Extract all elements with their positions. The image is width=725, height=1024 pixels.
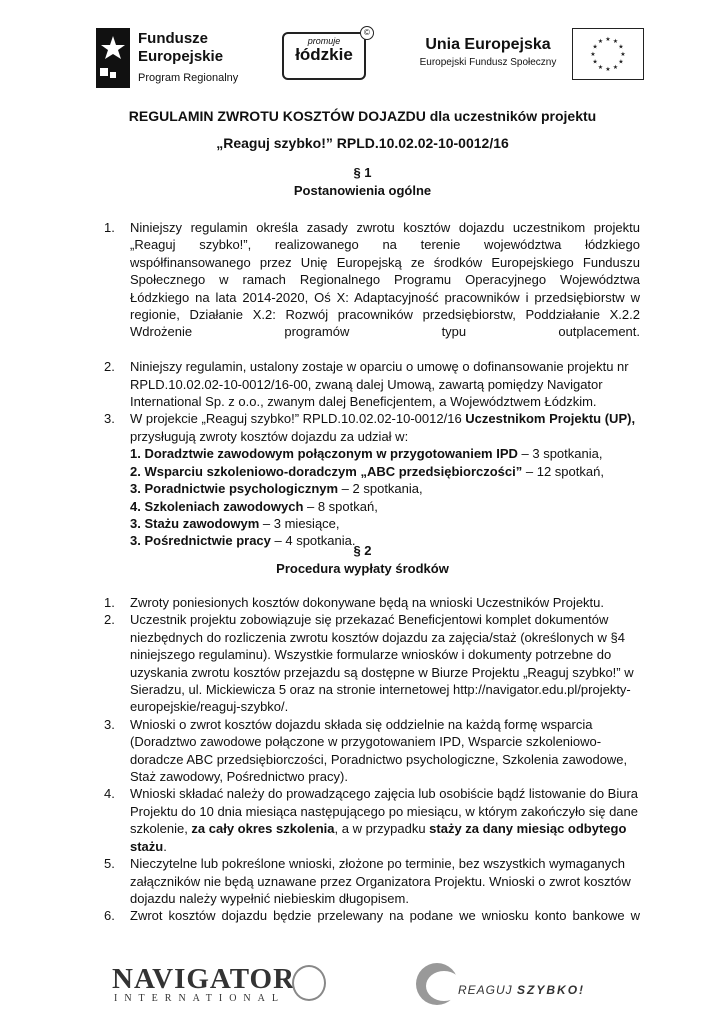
item-number: 4. (104, 786, 115, 802)
list-item (104, 219, 640, 358)
item-text: Niniejszy regulamin określa zasady zwrotu kosztów dojazdu uczestnikom projektu „Reaguj szybko!”, realizowanego na terenie województwa łódzkiego współfinansowanego przez Unię Europejską ze środków Europejskiego Funduszu Społecznego w ramach Regionalnego Programu Operacyjnego Województwa Łódzkiego na lata 2014-2020, Oś X: Adaptacyjność pracowników i przedsiębiorstw w regionie, Działanie X.2: Rozwój pracowników przedsiębiorstw, Poddziałanie X.2.2 Wdrożenie programów typu outplacement. (130, 220, 640, 340)
intro-c: przysługują zwroty kosztów dojazdu za udział w: (130, 428, 409, 444)
list-item (104, 410, 640, 549)
fe-line3: Program Regionalny (138, 72, 239, 84)
copyright-icon: © (360, 26, 374, 40)
support-form-line: 1. Doradztwie zawodowym połączonym w przygotowaniem IPD – 3 spotkania, (130, 446, 603, 462)
ue-line1: Unia Europejska (425, 36, 551, 53)
support-form-line: 2. Wsparciu szkoleniowo-doradczym „ABC przedsiębiorczości” – 12 spotkań, (130, 463, 604, 479)
ue-line2: Europejski Fundusz Społeczny (419, 57, 557, 68)
flag-star-icon: ★ (597, 64, 604, 71)
support-form-line: 3. Pośrednictwie pracy – 4 spotkania. (130, 533, 356, 549)
flag-star-icon: ★ (605, 67, 611, 73)
navigator-international-logo (112, 963, 322, 1003)
flag-star-icon: ★ (618, 59, 624, 66)
item-text (130, 410, 640, 549)
section1-list (104, 219, 640, 550)
list-item (104, 785, 640, 855)
list-item (104, 611, 640, 715)
promuje-lodzkie-logo (282, 28, 370, 80)
flag-star-icon: ★ (612, 39, 619, 46)
document-title-line1: REGULAMIN ZWROTU KOSZTÓW DOJAZDU dla uczestników projektu (128, 108, 597, 124)
flag-star-icon: ★ (597, 39, 604, 46)
ship-wheel-icon (292, 965, 326, 1001)
intro-b: Uczestnikom Projektu (UP), (465, 411, 636, 427)
reaguj-szybko-text: REAGUJ SZYBKO! (458, 983, 586, 997)
section2-mark: § 2 (353, 543, 372, 558)
flag-star-icon: ★ (592, 44, 598, 51)
item-text: Zwrot kosztów dojazdu będzie przelewany na podane we wniosku konto bankowe w (130, 908, 640, 924)
item-number: 1. (104, 595, 115, 610)
flag-star-icon: ★ (618, 44, 624, 51)
item-text: Uczestnik projektu zobowiązuje się przekazać Beneficjentowi komplet dokumentów niezbędnych do rozliczenia zwrotu kosztów dojazdu za zajęcia/staż (określonych w §4 niniejszego regulaminu). Wszystkie formularze wniosków i dokumenty potrzebne do uzyskania zwrotu kosztów przejazdu są dostępne w Biurze Projektu „Reaguj szybko!” w Sieradzu, ul. Mickiewicza 5 oraz na stronie internetowej http://navigator.edu.pl/projekty-europejskie/reaguj-szybko/. (130, 612, 634, 715)
header-logos (0, 18, 725, 93)
section1-heading: Postanowienia ogólne (293, 183, 432, 198)
item-number: 2. (104, 359, 115, 375)
item-text: Wnioski o zwrot kosztów dojazdu składa się oddzielnie na każdą formę wsparcia (Doradztwo zawodowe połączone w przygotowaniem IPD, Wsparcie szkoleniowo-doradcze ABC przedsiębiorczości, Poradnictwo psychologiczne, Szkolenia zawodowe, Staż zawodowy, Pośrednictwo pracy). (130, 716, 628, 785)
item-number: 3. (104, 716, 115, 732)
intro-a: W projekcie „Reaguj szybko!” RPLD.10.02.02-10-0012/16 (130, 411, 466, 427)
flag-star-icon: ★ (592, 59, 598, 66)
item-text: Niniejszy regulamin, ustalony zostaje w oparciu o umowę o dofinansowanie projektu nr RPLD.10.02.02-10-0012/16-00, zwaną dalej Umową, zawartą pomiędzy Navigator International Sp. z o.o., zwanym dalej Beneficjentem, a Województwem Łódzkim. (130, 359, 629, 410)
list-item (104, 358, 640, 410)
section1-mark: § 1 (353, 165, 372, 180)
fundusze-europejskie-logo (96, 28, 266, 90)
flag-star-icon: ★ (620, 52, 626, 58)
fe-text (138, 30, 238, 87)
navigator-line2: INTERNATIONAL (114, 993, 285, 1004)
item-number: 6. (104, 908, 115, 924)
item-number: 3. (104, 411, 115, 427)
flag-star-icon: ★ (590, 52, 596, 58)
flag-star-icon: ★ (605, 37, 611, 43)
reaguj-szybko-logo (416, 963, 626, 1011)
swoosh-inner (426, 971, 462, 1001)
fe-star-icon (96, 28, 130, 88)
item-text: Wnioski składać należy do prowadzącego zajęcia lub osobiście bądź listowanie do Biura Projektu do 10 dnia miesiąca następującego po miesiącu, w którym zakończyło się dane szkolenie, za cały okres szkolenia, a w przypadku staży za dany miesiąc odbytego stażu. (130, 786, 639, 854)
fe-line2: Europejskie (138, 48, 224, 65)
support-form-line: 3. Poradnictwie psychologicznym – 2 spotkania, (130, 481, 423, 497)
unia-europejska-logo (408, 36, 568, 68)
document-title-line2: „Reaguj szybko!” RPLD.10.02.02-10-0012/16 (216, 135, 509, 151)
footer-logos (0, 955, 725, 1015)
item-number: 5. (104, 856, 115, 872)
item-number: 1. (104, 220, 115, 235)
item-text: Zwroty poniesionych kosztów dokonywane będą na wnioski Uczestników Projektu. (130, 595, 605, 610)
navigator-line1: NAVIGATOR (112, 963, 296, 995)
list-item (104, 716, 640, 786)
section2-heading: Procedura wypłaty środków (276, 561, 449, 576)
list-item (104, 594, 640, 611)
support-form-line: 3. Stażu zawodowym – 3 miesiące, (130, 515, 340, 531)
list-item (104, 855, 640, 907)
lodz-big: łódzkie (295, 45, 353, 64)
fe-line1: Fundusze (138, 30, 208, 47)
section2-list (104, 594, 640, 942)
eu-flag-icon (572, 28, 644, 80)
item-text: Nieczytelne lub pokreślone wnioski, złożone po terminie, bez wszystkich wymaganych załączników nie będą uznawane przez Organizatora Projektu. Wnioski o zwrot kosztów dojazdu należy wypełnić niebieskim długopisem. (130, 856, 631, 906)
item-number: 2. (104, 612, 115, 628)
support-form-line: 4. Szkoleniach zawodowych – 8 spotkań, (130, 498, 378, 514)
flag-star-icon: ★ (612, 64, 619, 71)
lodz-small: promuje (307, 36, 341, 46)
list-item (104, 907, 640, 942)
